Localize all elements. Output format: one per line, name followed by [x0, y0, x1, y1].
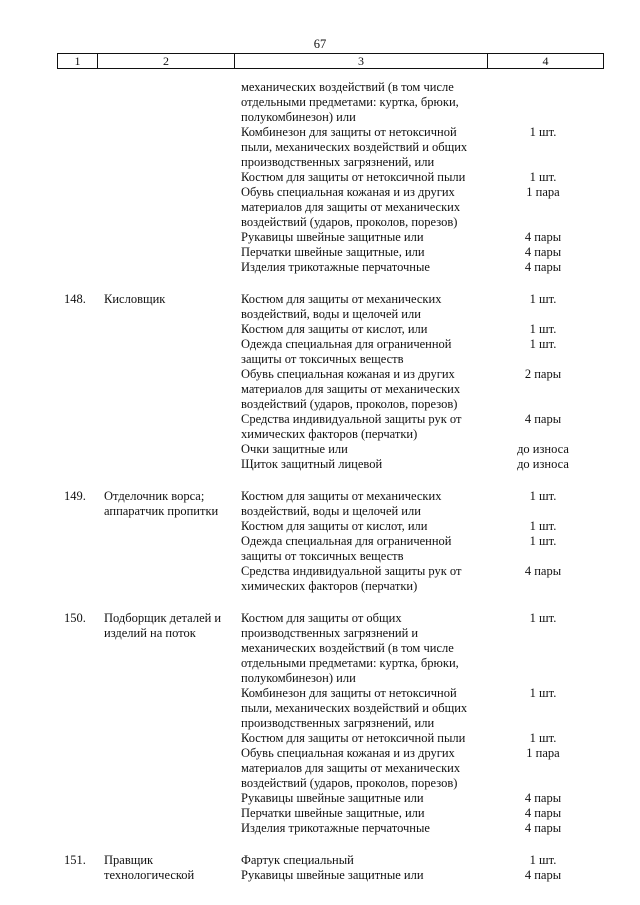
item-text: Костюм для защиты от механических воздействий, воды и щелочей или — [241, 292, 442, 321]
list-item — [241, 868, 601, 883]
item-quantity: 4 пары — [524, 260, 562, 274]
entry-number: 149. — [64, 489, 86, 503]
list-item — [241, 170, 601, 185]
list-item — [241, 611, 601, 686]
item-quantity: 1 шт. — [529, 611, 557, 625]
table-entry — [0, 489, 640, 594]
item-quantity: до износа — [517, 442, 569, 456]
column-header-table — [57, 53, 604, 69]
entry-number: 151. — [64, 853, 86, 867]
item-quantity: 1 шт. — [529, 322, 557, 336]
item-quantity: до износа — [517, 457, 569, 471]
item-quantity: 4 пары — [524, 791, 562, 805]
list-item — [241, 442, 601, 457]
item-quantity: 1 шт. — [529, 519, 557, 533]
item-text: Костюм для защиты от кислот, или — [241, 322, 428, 336]
list-item — [241, 791, 601, 806]
list-item — [241, 412, 601, 442]
item-text: Изделия трикотажные перчаточные — [241, 260, 430, 274]
profession-name: Кисловщик — [104, 292, 166, 306]
item-text: Рукавицы швейные защитные или — [241, 230, 424, 244]
item-quantity: 1 шт. — [529, 125, 557, 139]
item-text: Перчатки швейные защитные, или — [241, 806, 425, 820]
item-quantity: 1 шт. — [529, 731, 557, 745]
profession-name: Правщик технологической — [104, 853, 195, 882]
list-item — [241, 564, 601, 594]
item-text: Костюм для защиты от общих производственных загрязнений и механических воздействий (в том числе отдельными предметами: куртка, брюки, полукомбинезон) или — [241, 611, 459, 685]
column-header-row — [58, 54, 604, 69]
item-text: Изделия трикотажные перчаточные — [241, 821, 430, 835]
entry-number: 150. — [64, 611, 86, 625]
profession-name: Отделочник ворса; аппаратчик пропитки — [104, 489, 219, 518]
list-item — [241, 292, 601, 322]
ppe-table-body — [0, 80, 640, 883]
list-item — [241, 260, 601, 275]
list-item — [241, 367, 601, 412]
column-header-3: 3 — [235, 54, 488, 69]
item-quantity: 4 пары — [524, 230, 562, 244]
table-entry — [0, 292, 640, 472]
item-text: Костюм для защиты от нетоксичной пыли — [241, 170, 466, 184]
item-text: механических воздействий (в том числе отдельными предметами: куртка, брюки, полукомбинезон) или — [241, 80, 459, 124]
item-text: Фартук специальный — [241, 853, 354, 867]
item-text: Костюм для защиты от механических воздействий, воды и щелочей или — [241, 489, 442, 518]
table-entry — [0, 611, 640, 836]
list-item — [241, 821, 601, 836]
item-text: Комбинезон для защиты от нетоксичной пыли, механических воздействий и общих производственных загрязнений, или — [241, 125, 468, 169]
item-quantity: 2 пары — [524, 367, 562, 381]
list-item — [241, 534, 601, 564]
item-quantity: 1 шт. — [529, 489, 557, 503]
list-item — [241, 489, 601, 519]
item-quantity: 1 шт. — [529, 853, 557, 867]
item-quantity: 4 пары — [524, 868, 562, 882]
item-quantity: 1 шт. — [529, 337, 557, 351]
item-quantity: 1 пара — [526, 746, 560, 760]
item-quantity — [486, 80, 600, 125]
column-header-2: 2 — [98, 54, 235, 69]
item-quantity: 1 шт. — [529, 292, 557, 306]
list-item — [241, 185, 601, 230]
list-item — [241, 230, 601, 245]
item-quantity: 1 шт. — [529, 534, 557, 548]
item-quantity: 1 шт. — [529, 686, 557, 700]
item-quantity: 4 пары — [524, 806, 562, 820]
item-quantity: 4 пары — [524, 564, 562, 578]
list-item — [241, 853, 601, 868]
entry-number: 148. — [64, 292, 86, 306]
list-item — [241, 731, 601, 746]
item-text: Перчатки швейные защитные, или — [241, 245, 425, 259]
item-text: Костюм для защиты от нетоксичной пыли — [241, 731, 466, 745]
item-text: Щиток защитный лицевой — [241, 457, 383, 471]
page-number: 67 — [313, 37, 327, 51]
table-entry — [0, 80, 640, 275]
item-text: Рукавицы швейные защитные или — [241, 791, 424, 805]
item-quantity: 1 пара — [526, 185, 560, 199]
table-entry — [0, 853, 640, 883]
item-quantity: 1 шт. — [529, 170, 557, 184]
item-quantity: 4 пары — [524, 821, 562, 835]
profession-name: Подборщик деталей и изделий на поток — [104, 611, 222, 640]
column-header-1: 1 — [58, 54, 98, 69]
column-header-4: 4 — [488, 54, 604, 69]
item-text: Костюм для защиты от кислот, или — [241, 519, 428, 533]
item-text: Обувь специальная кожаная и из других материалов для защиты от механических воздействий (ударов, проколов, порезов) — [241, 746, 461, 790]
item-text: Средства индивидуальной защиты рук от химических факторов (перчатки) — [241, 564, 462, 593]
list-item — [241, 80, 601, 125]
list-item — [241, 806, 601, 821]
list-item — [241, 686, 601, 731]
item-text: Обувь специальная кожаная и из других материалов для защиты от механических воздействий (ударов, проколов, порезов) — [241, 367, 461, 411]
item-text: Средства индивидуальной защиты рук от химических факторов (перчатки) — [241, 412, 462, 441]
list-item — [241, 519, 601, 534]
list-item — [241, 245, 601, 260]
item-quantity: 4 пары — [524, 245, 562, 259]
list-item — [241, 125, 601, 170]
item-text: Очки защитные или — [241, 442, 348, 456]
item-text: Рукавицы швейные защитные или — [241, 868, 424, 882]
item-quantity: 4 пары — [524, 412, 562, 426]
list-item — [241, 322, 601, 337]
list-item — [241, 746, 601, 791]
list-item — [241, 457, 601, 472]
item-text: Обувь специальная кожаная и из других материалов для защиты от механических воздействий (ударов, проколов, порезов) — [241, 185, 461, 229]
item-text: Одежда специальная для ограниченной защиты от токсичных веществ — [241, 337, 452, 366]
list-item — [241, 337, 601, 367]
item-text: Комбинезон для защиты от нетоксичной пыли, механических воздействий и общих производственных загрязнений, или — [241, 686, 468, 730]
item-text: Одежда специальная для ограниченной защиты от токсичных веществ — [241, 534, 452, 563]
